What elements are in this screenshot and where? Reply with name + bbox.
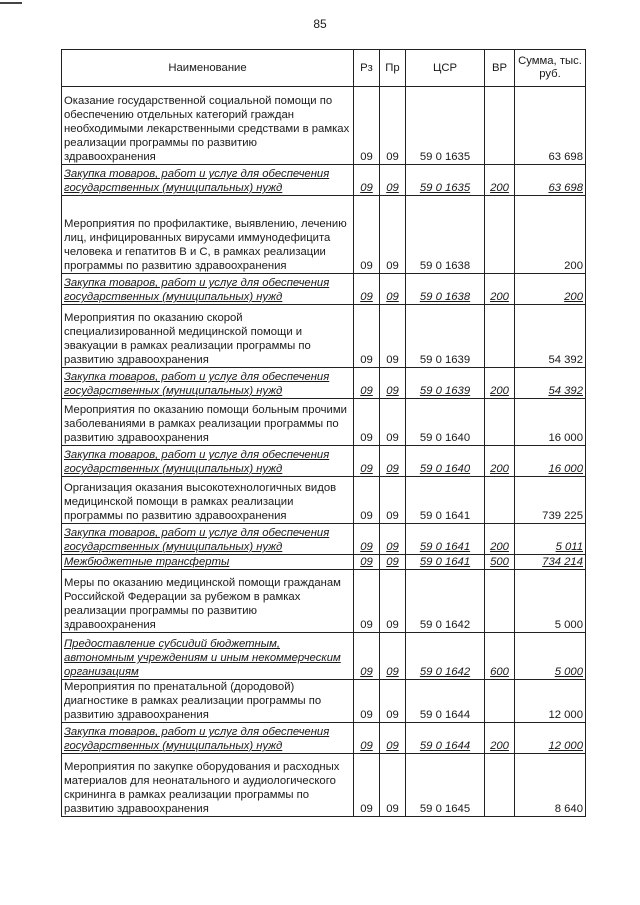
row-name: Мероприятия по оказанию скорой специализированной медицинской помощи и эвакуации в рамках реализации программы по развитию здравоохранения [62, 305, 354, 368]
row-csr: 59 0 1644 [406, 680, 485, 723]
row-name: Закупка товаров, работ и услуг для обеспечения государственных (муниципальных) нужд [62, 165, 354, 196]
row-rz: 09 [354, 368, 380, 399]
row-pr: 09 [380, 399, 406, 446]
row-name: Мероприятия по пренатальной (дородовой) диагностике в рамках реализации программы по развитию здравоохранения [62, 680, 354, 723]
row-name: Закупка товаров, работ и услуг для обеспечения государственных (муниципальных) нужд [62, 274, 354, 305]
row-csr: 59 0 1644 [406, 723, 485, 754]
row-vr [485, 680, 515, 723]
row-sum: 63 698 [515, 87, 586, 165]
row-rz: 09 [354, 570, 380, 633]
row-vr [485, 570, 515, 633]
header-sum: Сумма, тыс. руб. [515, 50, 586, 87]
table-row [62, 165, 586, 196]
table-row [62, 754, 586, 817]
table-row [62, 633, 586, 680]
header-vr: ВР [485, 50, 515, 87]
row-name: Предоставление субсидий бюджетным, автономным учреждениям и иным некоммерческим организациям [62, 633, 354, 680]
row-csr: 59 0 1635 [406, 87, 485, 165]
table-row [62, 87, 586, 165]
row-vr [485, 196, 515, 274]
row-name: Мероприятия по закупке оборудования и расходных материалов для неонатального и аудиологического скрининга в рамках реализации программы по развитию здравоохранения [62, 754, 354, 817]
row-rz: 09 [354, 633, 380, 680]
row-csr: 59 0 1642 [406, 633, 485, 680]
row-vr [485, 399, 515, 446]
row-vr [485, 87, 515, 165]
row-csr: 59 0 1639 [406, 368, 485, 399]
table-header-row [62, 50, 586, 87]
row-pr: 09 [380, 87, 406, 165]
table-row [62, 368, 586, 399]
row-vr: 200 [485, 274, 515, 305]
row-csr: 59 0 1638 [406, 196, 485, 274]
header-name: Наименование [62, 50, 354, 87]
row-name: Закупка товаров, работ и услуг для обеспечения государственных (муниципальных) нужд [62, 723, 354, 754]
row-csr: 59 0 1641 [406, 477, 485, 524]
row-sum: 5 000 [515, 633, 586, 680]
row-sum: 54 392 [515, 305, 586, 368]
table-row [62, 274, 586, 305]
row-pr: 09 [380, 196, 406, 274]
row-vr: 600 [485, 633, 515, 680]
row-sum: 16 000 [515, 446, 586, 477]
row-pr: 09 [380, 570, 406, 633]
table-row [62, 555, 586, 570]
row-csr: 59 0 1639 [406, 305, 485, 368]
table-row [62, 680, 586, 723]
row-csr: 59 0 1641 [406, 555, 485, 570]
table-row [62, 446, 586, 477]
table-row [62, 477, 586, 524]
row-name: Закупка товаров, работ и услуг для обеспечения государственных (муниципальных) нужд [62, 446, 354, 477]
row-vr: 200 [485, 165, 515, 196]
header-csr: ЦСР [406, 50, 485, 87]
row-rz: 09 [354, 723, 380, 754]
row-sum: 5 000 [515, 570, 586, 633]
row-name: Мероприятия по оказанию помощи больным прочими заболеваниями в рамках реализации программы по развитию здравоохранения [62, 399, 354, 446]
row-sum: 12 000 [515, 680, 586, 723]
row-name: Закупка товаров, работ и услуг для обеспечения государственных (муниципальных) нужд [62, 368, 354, 399]
scan-edge-mark [0, 2, 22, 4]
budget-table [61, 49, 586, 817]
row-name: Мероприятия по профилактике, выявлению, лечению лиц, инфицированных вирусами иммунодефицита человека и гепатитов В и С, в рамках реализации программы по развитию здравоохранения [62, 196, 354, 274]
row-name: Организация оказания высокотехнологичных видов медицинской помощи в рамках реализации программы по развитию здравоохранения [62, 477, 354, 524]
row-rz: 09 [354, 477, 380, 524]
row-rz: 09 [354, 196, 380, 274]
row-rz: 09 [354, 305, 380, 368]
row-pr: 09 [380, 368, 406, 399]
row-name: Оказание государственной социальной помощи по обеспечению отдельных категорий граждан необходимыми лекарственными средствами в рамках реализации программы по развитию здравоохранения [62, 87, 354, 165]
table-row [62, 723, 586, 754]
row-pr: 09 [380, 723, 406, 754]
row-vr: 200 [485, 368, 515, 399]
row-csr: 59 0 1642 [406, 570, 485, 633]
row-csr: 59 0 1645 [406, 754, 485, 817]
row-rz: 09 [354, 399, 380, 446]
row-name: Меры по оказанию медицинской помощи гражданам Российской Федерации за рубежом в рамках реализации программы по развитию здравоохранения [62, 570, 354, 633]
row-rz: 09 [354, 446, 380, 477]
row-rz: 09 [354, 274, 380, 305]
row-rz: 09 [354, 87, 380, 165]
table-row [62, 570, 586, 633]
row-vr [485, 305, 515, 368]
row-sum: 200 [515, 274, 586, 305]
row-csr: 59 0 1638 [406, 274, 485, 305]
page-number: 85 [313, 17, 327, 31]
row-pr: 09 [380, 555, 406, 570]
table-row [62, 524, 586, 555]
row-rz: 09 [354, 754, 380, 817]
row-name: Межбюджетные трансферты [62, 555, 354, 570]
header-rz: Рз [354, 50, 380, 87]
table-row [62, 399, 586, 446]
row-pr: 09 [380, 754, 406, 817]
row-pr: 09 [380, 274, 406, 305]
row-sum: 734 214 [515, 555, 586, 570]
row-pr: 09 [380, 524, 406, 555]
row-rz: 09 [354, 524, 380, 555]
row-vr: 200 [485, 723, 515, 754]
header-pr: Пр [380, 50, 406, 87]
row-sum: 739 225 [515, 477, 586, 524]
row-sum: 200 [515, 196, 586, 274]
row-rz: 09 [354, 680, 380, 723]
row-rz: 09 [354, 555, 380, 570]
row-pr: 09 [380, 477, 406, 524]
row-pr: 09 [380, 305, 406, 368]
row-pr: 09 [380, 633, 406, 680]
row-name: Закупка товаров, работ и услуг для обеспечения государственных (муниципальных) нужд [62, 524, 354, 555]
row-vr [485, 754, 515, 817]
table-row [62, 196, 586, 274]
row-pr: 09 [380, 680, 406, 723]
row-rz: 09 [354, 165, 380, 196]
row-csr: 59 0 1640 [406, 399, 485, 446]
row-sum: 63 698 [515, 165, 586, 196]
row-pr: 09 [380, 446, 406, 477]
row-pr: 09 [380, 165, 406, 196]
row-sum: 5 011 [515, 524, 586, 555]
row-sum: 8 640 [515, 754, 586, 817]
row-sum: 16 000 [515, 399, 586, 446]
row-vr: 200 [485, 446, 515, 477]
row-sum: 54 392 [515, 368, 586, 399]
row-vr [485, 477, 515, 524]
table-row [62, 305, 586, 368]
row-sum: 12 000 [515, 723, 586, 754]
row-vr: 200 [485, 524, 515, 555]
row-csr: 59 0 1635 [406, 165, 485, 196]
row-vr: 500 [485, 555, 515, 570]
row-csr: 59 0 1641 [406, 524, 485, 555]
row-csr: 59 0 1640 [406, 446, 485, 477]
